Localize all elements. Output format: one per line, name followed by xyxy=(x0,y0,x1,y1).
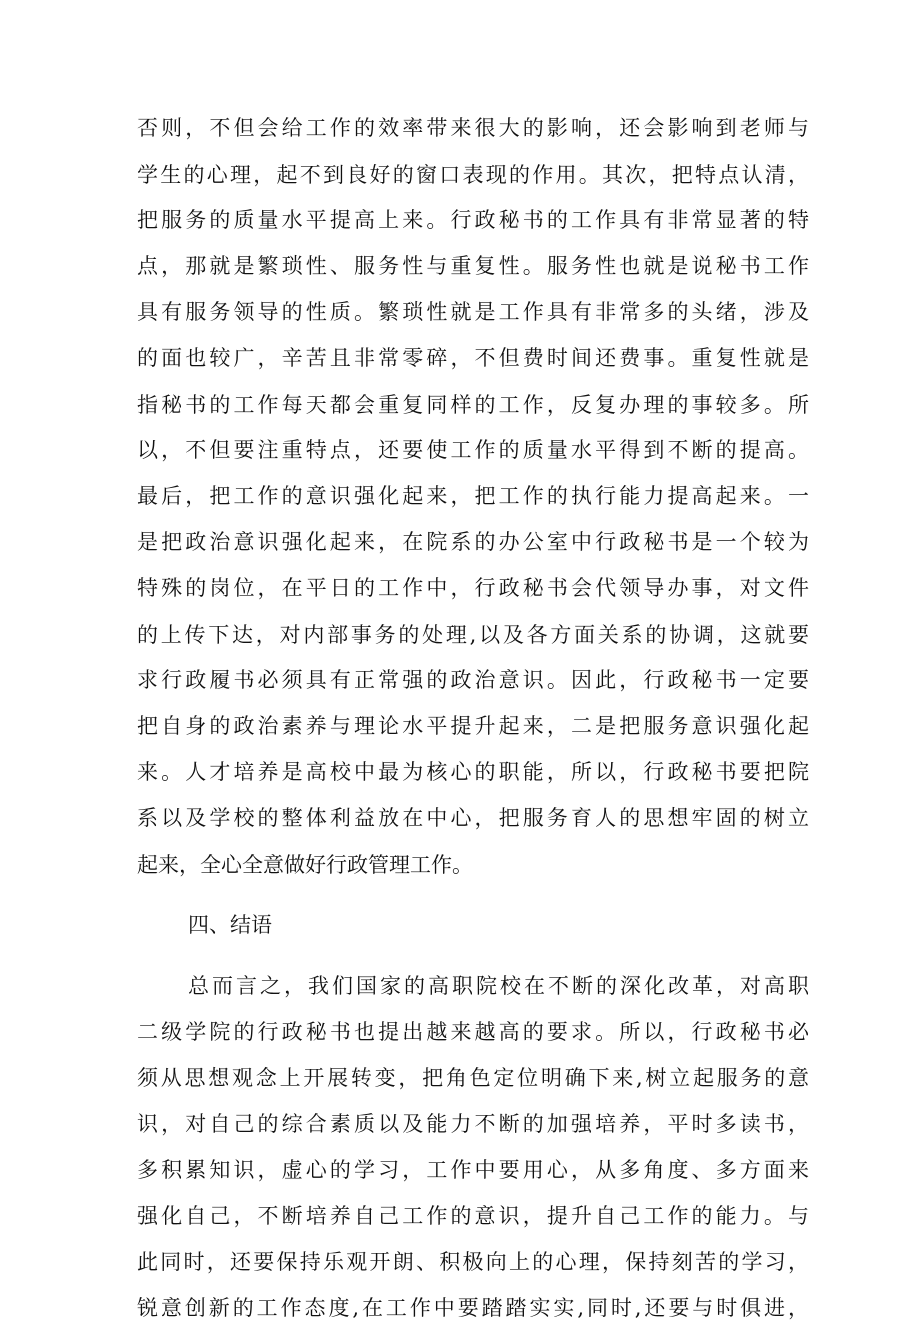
text-line: 点，那就是繁琐性、服务性与重复性。服务性也就是说秘书工作 xyxy=(137,254,809,278)
text-line: 识，对自己的综合素质以及能力不断的加强培养，平时多读书， xyxy=(137,1112,809,1136)
text-line: 是把政治意识强化起来，在院系的办公室中行政秘书是一个较为 xyxy=(137,530,809,554)
text-line: 学生的心理，起不到良好的窗口表现的作用。其次，把特点认清， xyxy=(137,163,809,187)
text-line: 来。人才培养是高校中最为核心的职能，所以，行政秘书要把院 xyxy=(137,760,809,784)
text-line: 系以及学校的整体利益放在中心，把服务育人的思想牢固的树立 xyxy=(137,806,809,830)
text-line: 锐意创新的工作态度,在工作中要踏踏实实,同时,还要与时俱进， xyxy=(137,1296,809,1320)
text-line: 求行政履书必须具有正常强的政治意识。因此，行政秘书一定要 xyxy=(137,668,809,692)
text-line: 须从思想观念上开展转变，把角色定位明确下来,树立起服务的意 xyxy=(137,1066,809,1090)
text-line: 的面也较广，辛苦且非常零碎，不但费时间还费事。重复性就是 xyxy=(137,346,809,370)
text-line: 具有服务领导的性质。繁琐性就是工作具有非常多的头绪，涉及 xyxy=(137,300,809,324)
text-line: 以，不但要注重特点，还要使工作的质量水平得到不断的提高。 xyxy=(137,438,809,462)
text-line: 总而言之，我们国家的高职院校在不断的深化改革，对高职 xyxy=(188,974,809,998)
text-line: 此同时，还要保持乐观开朗、积极向上的心理，保持刻苦的学习， xyxy=(137,1250,809,1274)
section-heading: 四、结语 xyxy=(188,913,272,937)
text-line: 把自身的政治素养与理论水平提升起来，二是把服务意识强化起 xyxy=(137,714,809,738)
text-line: 起来，全心全意做好行政管理工作。 xyxy=(137,853,473,877)
text-line: 指秘书的工作每天都会重复同样的工作，反复办理的事较多。所 xyxy=(137,393,809,417)
text-line: 特殊的岗位，在平日的工作中，行政秘书会代领导办事，对文件 xyxy=(137,576,809,600)
text-line: 二级学院的行政秘书也提出越来越高的要求。所以，行政秘书必 xyxy=(137,1020,809,1044)
text-line: 否则，不但会给工作的效率带来很大的影响，还会影响到老师与 xyxy=(137,116,809,140)
text-line: 把服务的质量水平提高上来。行政秘书的工作具有非常显著的特 xyxy=(137,208,809,232)
text-line: 强化自己，不断培养自己工作的意识，提升自己工作的能力。与 xyxy=(137,1204,809,1228)
text-line: 最后，把工作的意识强化起来，把工作的执行能力提高起来。一 xyxy=(137,484,809,508)
text-line: 的上传下达，对内部事务的处理,以及各方面关系的协调，这就要 xyxy=(137,623,809,647)
text-line: 多积累知识，虚心的学习，工作中要用心，从多角度、多方面来 xyxy=(137,1158,809,1182)
